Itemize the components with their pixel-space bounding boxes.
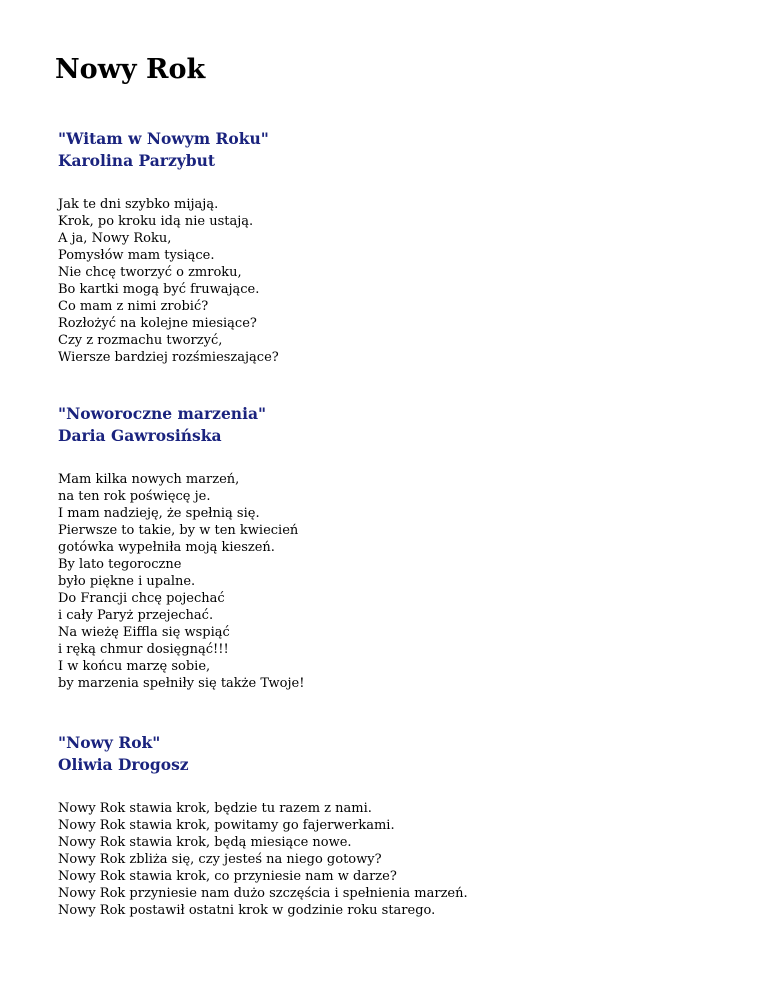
poem-line: I mam nadzieję, że spełnią się. [58, 506, 260, 521]
poem-line: Bo kartki mogą być fruwające. [58, 282, 260, 297]
poem-line: Rozłożyć na kolejne miesiące? [58, 316, 257, 331]
poem-line: Jak te dni szybko mijają. [58, 197, 219, 212]
poem-line: Co mam z nimi zrobić? [58, 299, 209, 314]
poem-title: "Noworoczne marzenia" [58, 404, 267, 423]
poem-line: by marzenia spełniły się także Twoje! [58, 676, 305, 691]
poem-line: Do Francji chcę pojechać [58, 591, 225, 606]
poem [58, 403, 304, 692]
poem [58, 732, 468, 919]
poem-line: na ten rok poświęcę je. [58, 489, 211, 504]
poem-title: "Witam w Nowym Roku" [58, 129, 269, 148]
poem-body [58, 800, 468, 919]
poem-line: Wiersze bardziej rozśmieszające? [58, 350, 279, 365]
poem-line: Nowy Rok stawia krok, będą miesiące nowe. [58, 835, 352, 850]
page-title: Nowy Rok [55, 54, 206, 85]
poem-line: Krok, po kroku idą nie ustają. [58, 214, 254, 229]
poem-line: I w końcu marzę sobie, [58, 659, 211, 674]
poem-heading [58, 128, 279, 172]
poem-line: i cały Paryż przejechać. [58, 608, 214, 623]
poem-line: Nowy Rok stawia krok, co przyniesie nam w darze? [58, 869, 397, 884]
poem [58, 128, 279, 366]
poem-author: Karolina Parzybut [58, 151, 216, 170]
poem-line: By lato tegoroczne [58, 557, 182, 572]
poem-line: Pomysłów mam tysiące. [58, 248, 215, 263]
poem-line: Nowy Rok stawia krok, będzie tu razem z nami. [58, 801, 372, 816]
poem-author: Oliwia Drogosz [58, 755, 189, 774]
poem-line: Mam kilka nowych marzeń, [58, 472, 240, 487]
poem-line: Nowy Rok zbliża się, czy jesteś na niego gotowy? [58, 852, 382, 867]
poem-heading [58, 403, 304, 447]
poem-line: Na wieżę Eiffla się wspiąć [58, 625, 230, 640]
poem-body [58, 471, 304, 692]
poem-author: Daria Gawrosińska [58, 426, 222, 445]
poem-line: było piękne i upalne. [58, 574, 196, 589]
poem-heading [58, 732, 468, 776]
poem-title: "Nowy Rok" [58, 733, 161, 752]
poem-line: A ja, Nowy Roku, [58, 231, 172, 246]
poem-line: Nie chcę tworzyć o zmroku, [58, 265, 242, 280]
poem-line: Nowy Rok przyniesie nam dużo szczęścia i spełnienia marzeń. [58, 886, 468, 901]
poem-line: Pierwsze to takie, by w ten kwiecień [58, 523, 299, 538]
poem-line: gotówka wypełniła moją kieszeń. [58, 540, 275, 555]
poem-line: Nowy Rok stawia krok, powitamy go fajerwerkami. [58, 818, 395, 833]
poem-body [58, 196, 279, 366]
poem-line: Nowy Rok postawił ostatni krok w godzinie roku starego. [58, 903, 436, 918]
poem-line: i ręką chmur dosięgnąć!!! [58, 642, 229, 657]
poem-line: Czy z rozmachu tworzyć, [58, 333, 223, 348]
